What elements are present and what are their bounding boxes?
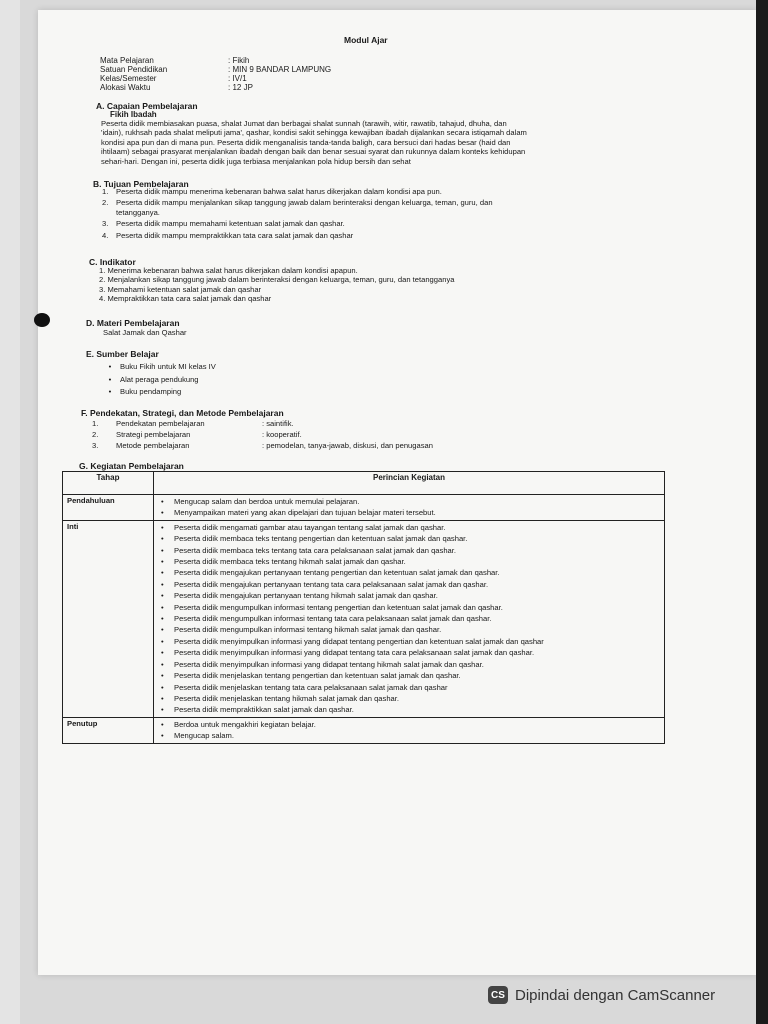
objective-text (116, 219, 345, 228)
method-row (92, 418, 433, 429)
indicator-item: 2. Menjalankan sikap tanggung jawab dalam berinteraksi dengan keluarga, teman, guru, dan tetangganya (99, 275, 455, 285)
method-number: 2. (92, 430, 99, 439)
camscanner-watermark (488, 986, 715, 1004)
activity-list (158, 496, 660, 519)
table-row (63, 520, 665, 717)
section-a-line: kondisi apa pun dan di mana pun. Peserta didik menganalisis tanda-tanda baligh, cara bersuci dari hadas besar (haid dan (101, 137, 511, 147)
activity-item: • Mengucap salam dan berdoa untuk memulai pelajaran. (158, 496, 660, 507)
indicator-item: 1. Menerima kebenaran bahwa salat harus dikerjakan dalam kondisi apapun. (99, 266, 358, 275)
activity-cell (154, 717, 665, 743)
objective-text (116, 198, 493, 217)
method-label: Metode pembelajaran (116, 441, 190, 450)
activity-item: • Peserta didik mengumpulkan informasi tentang pengertian dan ketentuan salat jamak dan qashar. (158, 602, 660, 613)
section-a-line: ihtilaam) sebagai prasyarat menjalankan ibadah dengan baik dan benar sesuai syarat dan rukunnya dalam konteks kehidupan (101, 147, 526, 157)
activity-cell (154, 520, 665, 717)
scan-background-left (0, 0, 20, 1024)
activity-item: • Peserta didik mempraktikkan salat jamak dan qashar. (158, 704, 660, 715)
section-g-heading: G. Kegiatan Pembelajaran (79, 461, 184, 471)
objective-line: Peserta didik mampu mempraktikkan tata cara salat jamak dan qashar (116, 230, 354, 240)
meta-value: : MIN 9 BANDAR LAMPUNG (228, 65, 332, 74)
meta-row (100, 65, 331, 74)
bullet-icon: • (108, 374, 112, 384)
tahap-cell: Pendahuluan (63, 495, 154, 521)
camscanner-logo-icon: CS (488, 986, 508, 1004)
activity-item: • Peserta didik menyimpulkan informasi yang didapat tentang tata cara pelaksanaan salat jamak dan qashar. (158, 647, 660, 658)
resource-text: Buku Fikih untuk MI kelas IV (120, 362, 216, 371)
table-row (63, 717, 665, 743)
section-c-heading: C. Indikator (89, 257, 136, 267)
section-d-text: Salat Jamak dan Qashar (103, 328, 187, 337)
table-row (63, 495, 665, 521)
meta-row (100, 83, 331, 92)
objective-text (116, 187, 442, 196)
section-c-list (99, 266, 454, 304)
bullet-icon: • (108, 362, 112, 371)
objective-line: Peserta didik mampu menjalankan sikap tanggung jawab dalam berinteraksi dengan keluarga, teman, guru, dan (116, 198, 493, 208)
table-header-perincian: Perincian Kegiatan (154, 472, 665, 495)
tahap-cell: Inti (63, 520, 154, 717)
activity-item: • Peserta didik mengumpulkan informasi tentang tata cara pelaksanaan salat jamak dan qashar. (158, 613, 660, 624)
meta-value: : Fikih (228, 56, 250, 65)
objective-line: Peserta didik mampu menerima kebenaran bahwa salat harus dikerjakan dalam kondisi apa pun. (116, 187, 442, 196)
section-a-text (101, 119, 641, 166)
method-row (92, 440, 433, 451)
activity-list (158, 522, 660, 716)
meta-label: Alokasi Waktu (100, 83, 151, 92)
objective-number: 4. (102, 230, 109, 240)
activity-item: • Peserta didik mengamati gambar atau tayangan tentang salat jamak dan qashar. (158, 522, 660, 533)
resource-item (100, 361, 216, 374)
camscanner-text: Dipindai dengan CamScanner (515, 986, 716, 1004)
activity-item: • Peserta didik mengajukan pertanyaan tentang pengertian dan ketentuan salat jamak dan qashar. (158, 567, 660, 578)
section-a-line: Peserta didik membiasakan puasa, shalat Jumat dan berbagai shalat sunnah (tarawih, witir, rawatib, tahajud, dhuha, dan (101, 119, 507, 128)
method-label: Strategi pembelajaran (116, 430, 191, 439)
activity-cell (154, 495, 665, 521)
objective-number: 1. (102, 187, 109, 196)
objective-item (102, 198, 647, 217)
meta-value: : IV/1 (228, 74, 247, 83)
activity-item: • Menyampaikan materi yang akan dipelajari dan tujuan belajar materi tersebut. (158, 507, 660, 518)
meta-row (100, 56, 331, 65)
activity-item: • Peserta didik mengajukan pertanyaan tentang hikmah salat jamak dan qashar. (158, 590, 660, 601)
method-number: 3. (92, 441, 99, 450)
activity-list (158, 719, 660, 742)
section-a-line: sehari-hari. Dengan ini, peserta didik juga terbiasa menjalankan pola hidup bersih dan sehat (101, 156, 411, 166)
method-value: : pemodelan, tanya-jawab, diskusi, dan penugasan (262, 441, 433, 450)
section-e-heading: E. Sumber Belajar (86, 349, 159, 359)
objective-item (102, 219, 647, 228)
section-b-heading: B. Tujuan Pembelajaran (93, 179, 189, 189)
activity-item: • Peserta didik membaca teks tentang pengertian dan ketentuan salat jamak dan qashar. (158, 533, 660, 544)
activity-item: • Peserta didik mengumpulkan informasi tentang hikmah salat jamak dan qashar. (158, 624, 660, 635)
objective-item (102, 231, 647, 240)
indicator-item: 3. Memahami ketentuan salat jamak dan qashar (99, 284, 262, 294)
meta-label: Kelas/Semester (100, 74, 157, 83)
activity-item: • Peserta didik menjelaskan tentang hikmah salat jamak dan qashar. (158, 693, 660, 704)
section-f-heading: F. Pendekatan, Strategi, dan Metode Pembelajaran (81, 408, 284, 418)
objective-text (116, 231, 353, 240)
table-header-tahap: Tahap (63, 472, 154, 495)
objective-number: 3. (102, 219, 109, 229)
activity-item: • Peserta didik membaca teks tentang tata cara pelaksanaan salat jamak dan qashar. (158, 545, 660, 556)
meta-label: Mata Pelajaran (100, 56, 154, 65)
meta-block (100, 56, 331, 92)
indicator-item: 4. Mempraktikkan tata cara salat jamak dan qashar (99, 294, 272, 304)
section-e-list (100, 361, 216, 399)
resource-item (100, 374, 216, 387)
section-a-subheading: Fikih Ibadah (110, 110, 157, 119)
method-number: 1. (92, 419, 99, 428)
resource-item (100, 386, 216, 399)
objective-line: Peserta didik mampu memahami ketentuan salat jamak dan qashar. (116, 219, 345, 229)
punch-hole-mark (34, 313, 50, 327)
activity-item: • Mengucap salam. (158, 730, 660, 741)
scan-edge-right (756, 0, 768, 1024)
activity-item: • Peserta didik menyimpulkan informasi yang didapat tentang pengertian dan ketentuan salat jamak dan qashar (158, 636, 660, 647)
activity-item: • Peserta didik membaca teks tentang hikmah salat jamak dan qashar. (158, 556, 660, 567)
section-a-line: 'idain), rukhsah pada shalat meliputi jama', qashar, kondisi sakit sehingga kewajiban ibadah dijalankan secara istiqamah dalam (101, 128, 527, 138)
resource-text: Buku pendamping (120, 387, 182, 396)
objective-number: 2. (102, 198, 109, 208)
method-label: Pendekatan pembelajaran (116, 419, 205, 428)
section-d-heading: D. Materi Pembelajaran (86, 318, 180, 328)
section-a-heading: A. Capaian Pembelajaran (96, 101, 198, 111)
activity-item: • Peserta didik menjelaskan tentang tata cara pelaksanaan salat jamak dan qashar (158, 682, 660, 693)
document-title: Modul Ajar (344, 35, 388, 45)
activity-item: • Berdoa untuk mengakhiri kegiatan belajar. (158, 719, 660, 730)
method-row (92, 429, 433, 440)
activity-item: • Peserta didik menjelaskan tentang pengertian dan ketentuan salat jamak dan qashar. (158, 670, 660, 681)
method-value: : kooperatif. (262, 430, 302, 439)
resource-text: Alat peraga pendukung (120, 374, 199, 384)
activity-item: • Peserta didik menyimpulkan informasi yang didapat tentang hikmah salat jamak dan qashar. (158, 659, 660, 670)
method-value: : saintifik. (262, 419, 294, 428)
bullet-icon: • (108, 387, 112, 396)
activities-table (62, 471, 665, 744)
activity-item: • Peserta didik mengajukan pertanyaan tentang tata cara pelaksanaan salat jamak dan qashar. (158, 579, 660, 590)
meta-value: : 12 JP (228, 83, 253, 92)
section-f-list (92, 418, 433, 451)
tahap-cell: Penutup (63, 717, 154, 743)
meta-row (100, 74, 331, 83)
meta-label: Satuan Pendidikan (100, 65, 168, 74)
objective-line: tetangganya. (116, 207, 160, 217)
section-b-list (102, 187, 647, 242)
objective-item (102, 187, 647, 196)
